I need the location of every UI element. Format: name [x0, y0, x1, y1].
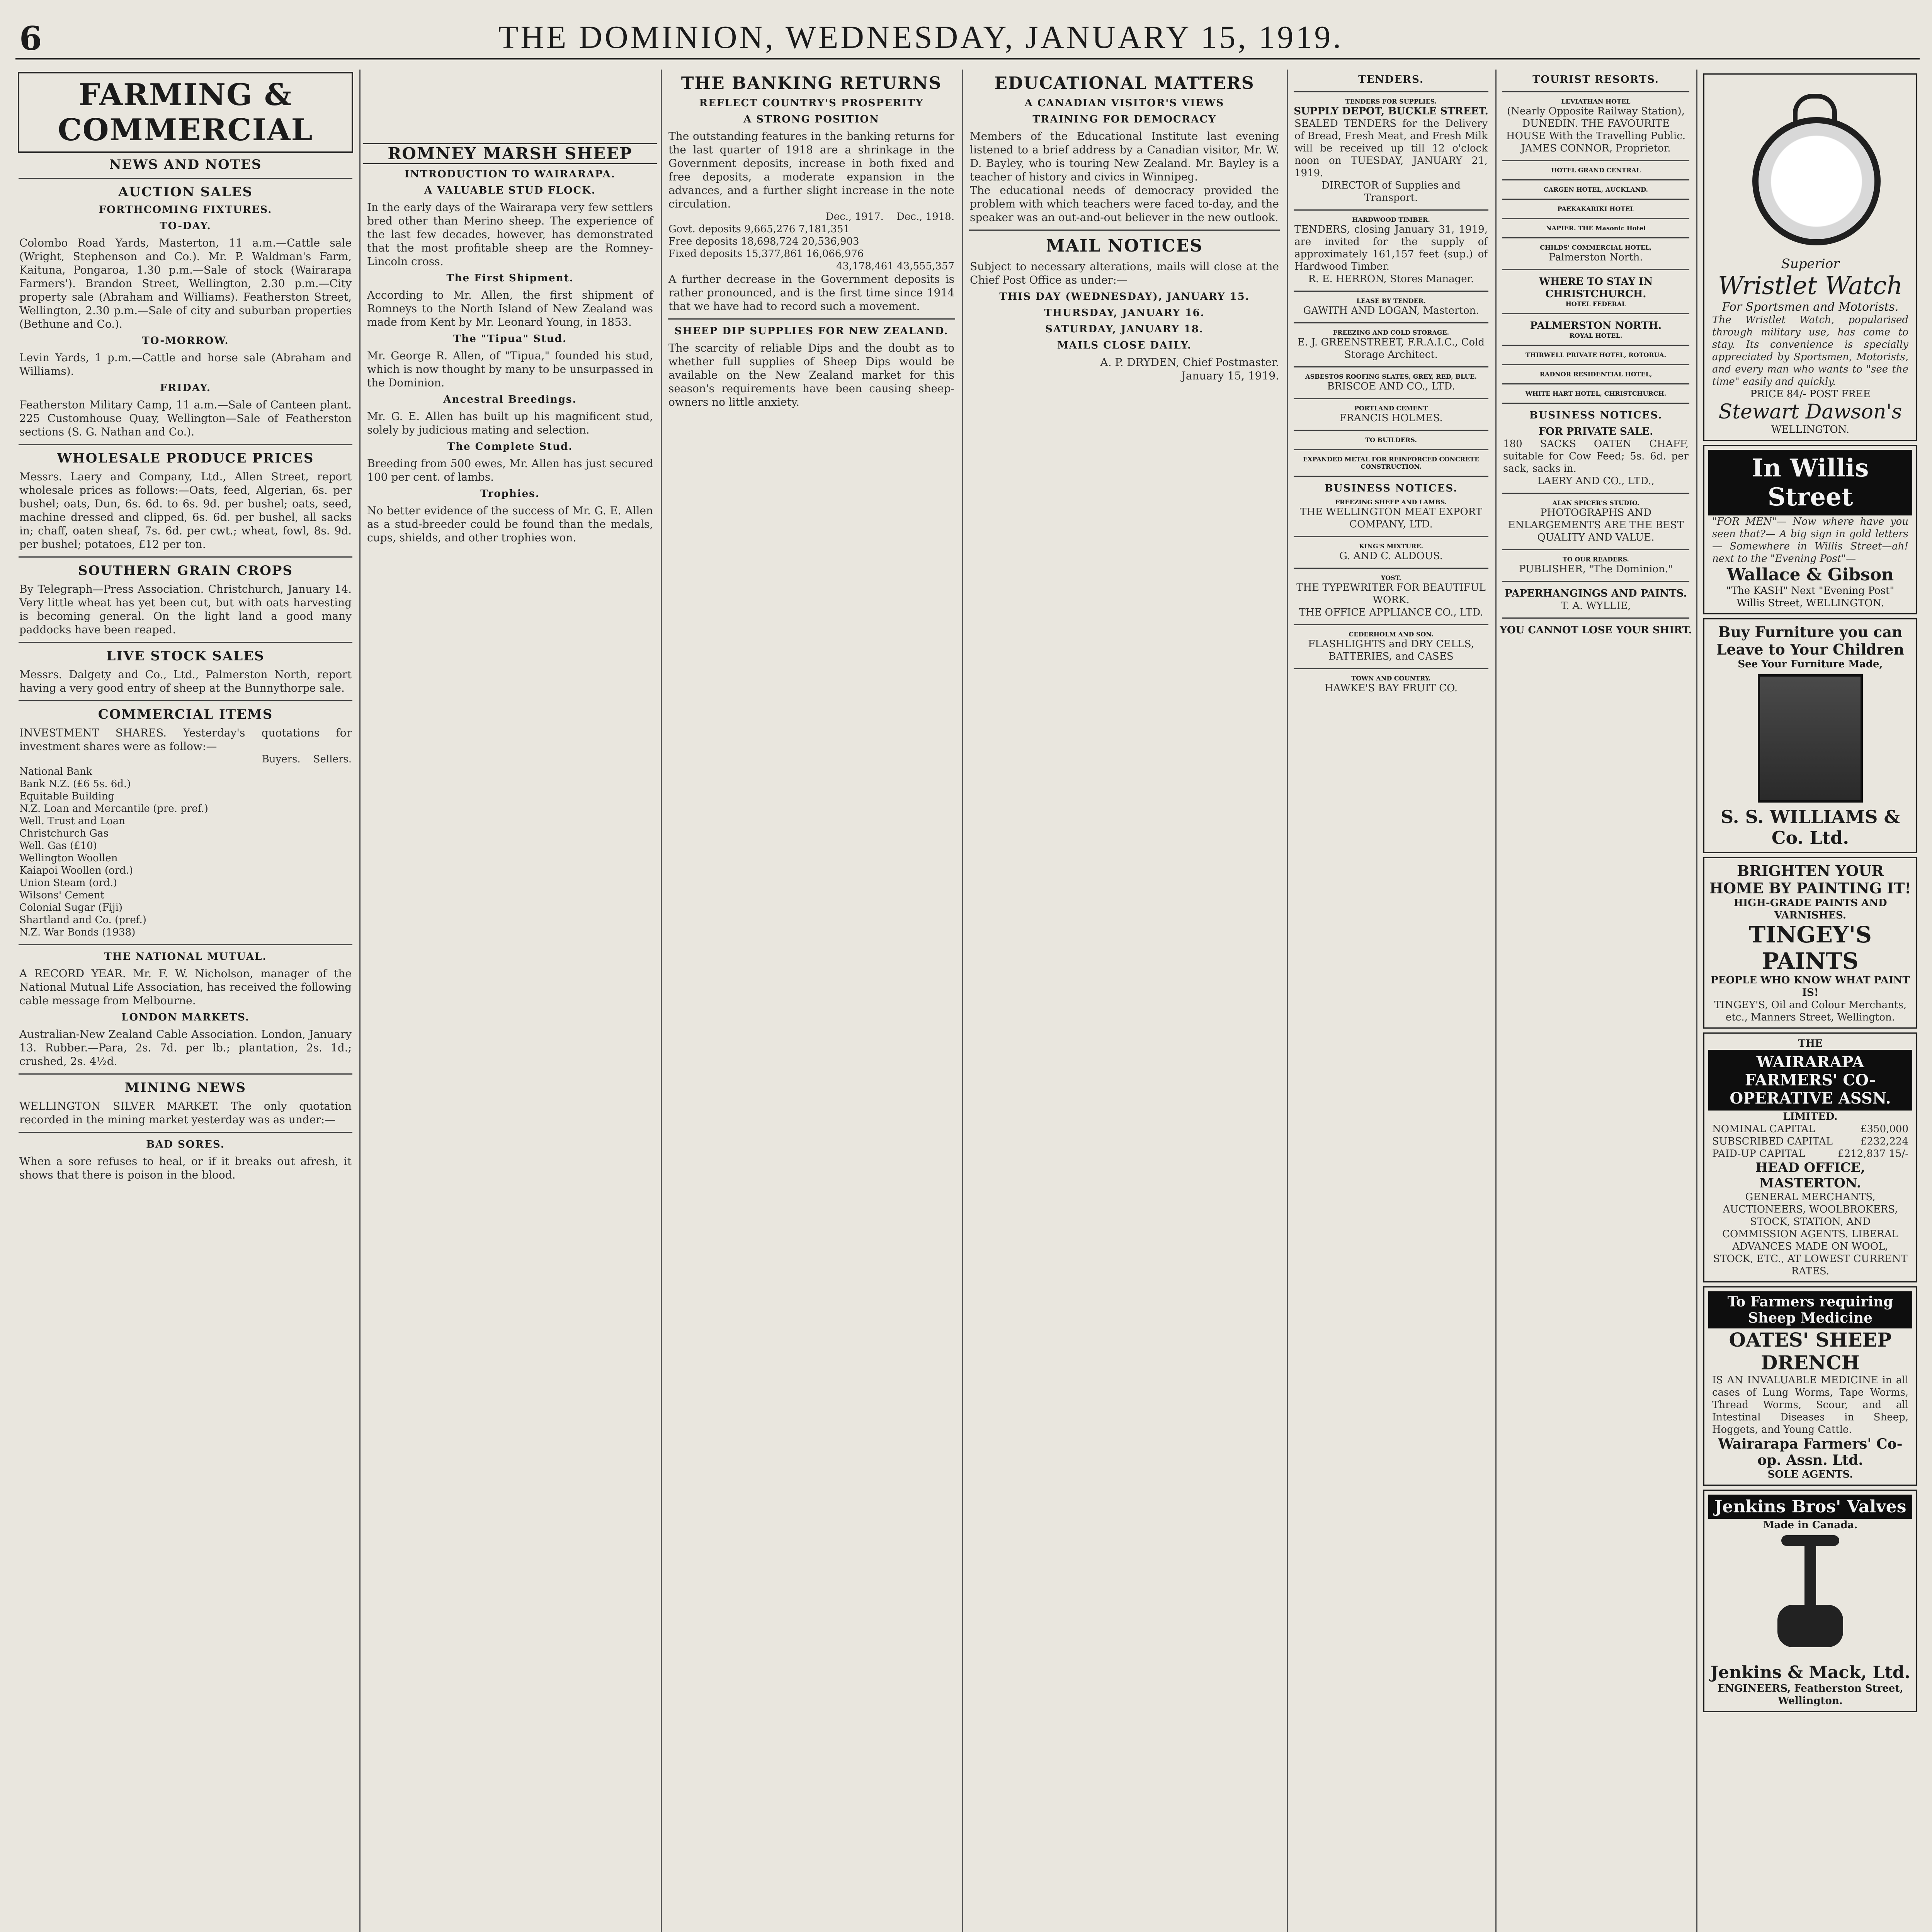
share-row: Wellington Woollen	[19, 852, 118, 864]
cement-sign: FRANCIS HOLMES.	[1339, 412, 1443, 424]
shipment-heading: The First Shipment.	[446, 272, 574, 284]
row-value: 20,536,903	[801, 236, 859, 247]
mail-signature: A. P. DRYDEN, Chief Postmaster.	[1100, 356, 1279, 369]
expanded-metal-ad: EXPANDED METAL FOR REINFORCED CONCRETE CONSTRUCTION.	[1303, 456, 1480, 470]
bad-sores-heading: BAD SORES.	[146, 1139, 225, 1150]
today-text: Colombo Road Yards, Masterton, 11 a.m.—Cattle sale (Wright, Stephenson and Co.). Mr. P. Waldman's Farm, Kaituna, Pongaroa, 1.30 p.m.—Sale of stock (Wairarapa Farmers'). Brandon Street, Wellington, 2.30 p.m.—City property sale (Abraham and Williams). Featherston Street, Wellington, 2.30 p.m.—Sale of city and suburban properties (Bethune and Co.).	[19, 236, 352, 330]
wairarapa-capital	[1712, 1123, 1908, 1160]
tipua-heading: The "Tipua" Stud.	[453, 333, 567, 345]
education-text: Members of the Educational Institute last evening listened to a brief address by a Canadian visitor, Mr. W. D. Bayley, who is touring New Zealand. Mr. Bayley is a teacher of history and civics in Winnipeg.	[970, 130, 1279, 183]
complete-heading: The Complete Stud.	[447, 441, 573, 452]
page-header	[15, 15, 1920, 60]
share-row: Well. Trust and Loan	[19, 815, 126, 827]
furniture-heading: Buy Furniture you can Leave to Your Children	[1716, 623, 1905, 658]
grand-central-hotel: HOTEL GRAND CENTRAL	[1551, 167, 1641, 174]
column-education	[966, 70, 1283, 1932]
banking-subheading: REFLECT COUNTRY'S PROSPERITY	[699, 97, 924, 109]
column-ads	[1700, 70, 1920, 1932]
shares-sellers: Sellers.	[313, 753, 352, 765]
commercial-text: INVESTMENT SHARES. Yesterday's quotations for investment shares were as follow:—	[19, 726, 352, 753]
asbestos-ad: ASBESTOS ROOFING SLATES, GREY, RED, BLUE.	[1305, 373, 1477, 380]
education-sub2: TRAINING FOR DEMOCRACY	[1032, 114, 1216, 125]
share-row: Christchurch Gas	[19, 828, 109, 839]
masthead: THE DOMINION, WEDNESDAY, JANUARY 15, 1919.	[498, 19, 1344, 55]
furniture-sub: See Your Furniture Made,	[1738, 658, 1883, 670]
share-row: Union Steam (ord.)	[19, 877, 117, 889]
valve-illustration	[1768, 1535, 1853, 1659]
row-value: 15,377,861	[745, 248, 803, 260]
romney-intro-text: In the early days of the Wairarapa very few settlers bred other than Merino sheep. The experience of the last few decades, however, has demonstrated that the most profitable sheep are the Romney-Lincoln cross.	[367, 201, 653, 268]
table-col-1918: Dec., 1918.	[896, 211, 954, 223]
federal-hotel: HOTEL FEDERAL	[1565, 300, 1626, 308]
jenkins-heading: Jenkins Bros' Valves	[1708, 1495, 1912, 1519]
tipua-text: Mr. George R. Allen, of "Tipua," founded his stud, which is now thought by many to be unsurpassed in the Dominion.	[367, 349, 653, 389]
mail-day-3: SATURDAY, JANUARY 18.	[1045, 323, 1204, 335]
paint-brand: TINGEY'S PAINTS	[1748, 922, 1872, 974]
tender-hardwood-sign: R. E. HERRON, Stores Manager.	[1308, 273, 1474, 285]
cargen-hotel: CARGEN HOTEL, AUCKLAND.	[1543, 186, 1648, 193]
national-text: A RECORD YEAR. Mr. F. W. Nicholson, manager of the National Mutual Life Association, has received the following cable message from Melbourne.	[19, 967, 352, 1007]
leviathan-text: (Nearly Opposite Railway Station), DUNEDIN. THE FAVOURITE HOUSE With the Travelling Public.	[1506, 105, 1686, 142]
livestock-heading: LIVE STOCK SALES	[106, 648, 265, 664]
row-value: 7,181,351	[798, 223, 850, 235]
spicers-text: PHOTOGRAPHS AND ENLARGEMENTS ARE THE BEST QUALITY AND VALUE.	[1508, 507, 1684, 543]
childs-sub: Palmerston North.	[1549, 252, 1643, 263]
christchurch-heading: WHERE TO STAY IN CHRISTCHURCH.	[1539, 276, 1653, 300]
southern-heading: SOUTHERN GRAIN CROPS	[78, 563, 293, 578]
willis-ad	[1703, 445, 1917, 614]
leviathan-hotel: LEVIATHAN HOTEL	[1561, 98, 1631, 105]
asbestos-sign: BRISCOE AND CO., LTD.	[1327, 381, 1455, 392]
banking-position: A STRONG POSITION	[743, 114, 879, 125]
complete-text: Breeding from 500 ewes, Mr. Allen has just secured 100 per cent. of lambs.	[367, 457, 653, 483]
watch-title-3: For Sportsmen and Motorists.	[1722, 300, 1899, 314]
childs-hotel: CHILDS' COMMERCIAL HOTEL,	[1540, 244, 1652, 251]
tenders-heading: TENDERS.	[1358, 74, 1424, 85]
tender-supplies-sign: DIRECTOR of Supplies and Transport.	[1321, 180, 1461, 204]
sheepdip-heading: SHEEP DIP SUPPLIES FOR NEW ZEALAND.	[674, 325, 949, 337]
oates-brand: Wairarapa Farmers' Co-op. Assn. Ltd.	[1718, 1436, 1903, 1468]
ancestral-heading: Ancestral Breedings.	[443, 394, 577, 405]
paint-quote: PEOPLE WHO KNOW WHAT PAINT IS!	[1711, 975, 1910, 998]
capital-row	[1712, 1135, 1908, 1148]
forthcoming-heading: FORTHCOMING FIXTURES.	[99, 204, 272, 216]
capital-label: PAID-UP CAPITAL	[1712, 1148, 1805, 1160]
table-total	[668, 260, 954, 272]
mail-date: January 15, 1919.	[1181, 369, 1279, 382]
tender-hardwood-title: HARDWOOD TIMBER.	[1352, 216, 1430, 223]
mining-heading: MINING NEWS	[124, 1080, 247, 1095]
furniture-ad	[1703, 618, 1917, 853]
watch-brand: Stewart Dawson's	[1718, 400, 1902, 423]
romney-heading: ROMNEY MARSH SHEEP	[363, 143, 657, 164]
yost-sign: THE OFFICE APPLIANCE CO., LTD.	[1299, 607, 1483, 618]
watch-ad	[1703, 73, 1917, 441]
freezing-sheep-sign: THE WELLINGTON MEAT EXPORT COMPANY, LTD.	[1299, 506, 1483, 530]
tender-supplies-text: SEALED TENDERS for the Delivery of Bread, Fresh Meat, and Fresh Milk will be received up till 12 o'clock noon on TUESDAY, JANUARY 21, 1919.	[1294, 118, 1488, 179]
romney-intro-heading: INTRODUCTION TO WAIRARAPA.	[405, 168, 616, 180]
row-value: 16,066,976	[806, 248, 864, 260]
masonic-hotel: NAPIER. THE Masonic Hotel	[1546, 224, 1646, 232]
town-country-sign: HAWKE'S BAY FRUIT CO.	[1324, 682, 1458, 694]
share-row: Colonial Sugar (Fiji)	[19, 902, 123, 913]
oates-title: OATES' SHEEP DRENCH	[1729, 1328, 1892, 1374]
share-row: Bank N.Z. (£6 5s. 6d.)	[19, 778, 131, 790]
wairarapa-the: THE	[1798, 1038, 1823, 1049]
wairarapa-ad	[1703, 1032, 1917, 1282]
column-romney	[363, 139, 657, 1932]
table-row	[668, 235, 954, 248]
business-notices-heading: BUSINESS NOTICES.	[1529, 410, 1663, 421]
yost-text: THE TYPEWRITER FOR BEAUTIFUL WORK.	[1296, 582, 1486, 606]
trophies-text: No better evidence of the success of Mr. G. E. Allen as a stud-breeder could be found than the medals, cups, shields, and other trophies won.	[367, 504, 653, 544]
banking-heading: THE BANKING RETURNS	[681, 73, 942, 93]
sacks-text: 180 SACKS OATEN CHAFF, suitable for Cow Feed; 5s. 6d. per sack, sacks in.	[1503, 438, 1689, 474]
column-banking	[665, 70, 958, 1932]
column-tourist	[1499, 70, 1692, 1932]
banking-table	[668, 223, 954, 272]
capital-value: £350,000	[1860, 1123, 1908, 1135]
education-heading: EDUCATIONAL MATTERS	[994, 73, 1255, 93]
leviathan-sign: JAMES CONNOR, Proprietor.	[1521, 143, 1671, 154]
column-tenders	[1291, 70, 1492, 1932]
jenkins-sub: Made in Canada.	[1763, 1519, 1858, 1531]
lease-sign: GAWITH AND LOGAN, Masterton.	[1303, 305, 1479, 316]
trophies-heading: Trophies.	[480, 488, 540, 500]
palmerston-heading: PALMERSTON NORTH.	[1530, 320, 1662, 332]
share-row: N.Z. War Bonds (1938)	[19, 927, 136, 938]
oates-agents: SOLE AGENTS.	[1767, 1469, 1853, 1480]
white-hart-hotel: WHITE HART HOTEL, CHRISTCHURCH.	[1525, 390, 1667, 397]
auction-heading: AUCTION SALES	[118, 184, 253, 200]
shares-header	[19, 753, 352, 765]
freezing-sign: E. J. GREENSTREET, F.R.A.I.C., Cold Storage Architect.	[1297, 337, 1485, 361]
bad-sores-text: When a sore refuses to heal, or if it breaks out afresh, it shows that there is poison in the blood.	[19, 1155, 352, 1181]
willis-text: "FOR MEN"— Now where have you seen that?— A big sign in gold letters— Somewhere in Willis Street—ah! next to the "Evening Post"—	[1712, 516, 1908, 565]
southern-text: By Telegraph—Press Association. Christchurch, January 14. Very little wheat has yet been cut, but with oats harvesting is becoming general. On the light land a good many paddocks have been reaped.	[19, 583, 352, 636]
thirwell-hotel: THIRWELL PRIVATE HOTEL, ROTORUA.	[1525, 351, 1667, 359]
readers-sign: PUBLISHER, "The Dominion."	[1519, 563, 1673, 575]
watch-price: PRICE 84/- POST FREE	[1750, 388, 1871, 400]
jenkins-ad	[1703, 1490, 1917, 1712]
paperhangings-sign: T. A. WYLLIE,	[1561, 600, 1631, 612]
cement-ad: PORTLAND CEMENT	[1354, 405, 1428, 412]
freezing-title: FREEZING AND COLD STORAGE.	[1333, 329, 1449, 336]
table-row	[668, 223, 954, 235]
london-text: Australian-New Zealand Cable Association. London, January 13. Rubber.—Para, 2s. 7d. per lb.; plantation, 2s. 1d.; crushed, 2s. 4½d.	[19, 1028, 352, 1068]
sheepdip-text: The scarcity of reliable Dips and the doubt as to whether full supplies of Sheep Dips would be available on the New Zealand market for this season's requirements have been causing sheep-owners no little anxiety.	[668, 342, 954, 408]
kings-mixture-sign: G. AND C. ALDOUS.	[1339, 550, 1443, 562]
share-row: Well. Gas (£10)	[19, 840, 97, 852]
education-sub: A CANADIAN VISITOR'S VIEWS	[1024, 97, 1225, 109]
tomorrow-text: Levin Yards, 1 p.m.—Cattle and horse sale (Abraham and Williams).	[19, 351, 352, 378]
paint-heading: BRIGHTEN YOUR HOME BY PAINTING IT!	[1709, 862, 1912, 897]
jenkins-brand: Jenkins & Mack, Ltd.	[1710, 1663, 1910, 1682]
radnor-hotel: RADNOR RESIDENTIAL HOTEL,	[1539, 371, 1652, 378]
romney-stud-heading: A VALUABLE STUD FLOCK.	[424, 185, 596, 196]
mail-day-2: THURSDAY, JANUARY 16.	[1044, 307, 1205, 319]
builders-ad: TO BUILDERS.	[1365, 436, 1417, 444]
cederholm-ad: CEDERHOLM AND SON.	[1349, 631, 1434, 638]
kings-mixture-ad: KING'S MIXTURE.	[1359, 543, 1423, 550]
mail-day-1: THIS DAY (WEDNESDAY), JANUARY 15.	[999, 291, 1250, 303]
wairarapa-office: HEAD OFFICE, MASTERTON.	[1755, 1160, 1866, 1191]
tender-hardwood-text: TENDERS, closing January 31, 1919, are invited for the supply of approximately 161,157 feet (sup.) of Hardwood Timber.	[1294, 224, 1488, 272]
friday-heading: FRIDAY.	[160, 382, 211, 394]
royal-hotel: ROYAL HOTEL.	[1569, 332, 1622, 339]
lease-title: LEASE BY TENDER.	[1356, 297, 1426, 304]
readers-heading: TO OUR READERS.	[1563, 556, 1629, 563]
row-value: 9,665,276	[744, 223, 796, 235]
wholesale-heading: WHOLESALE PRODUCE PRICES	[57, 451, 314, 466]
total-value: 43,178,461	[836, 260, 894, 272]
row-label: Fixed deposits	[668, 248, 743, 260]
yost-ad: YOST.	[1381, 574, 1401, 582]
london-heading: LONDON MARKETS.	[121, 1012, 250, 1023]
tender-supplies-title: TENDERS FOR SUPPLIES.	[1345, 98, 1437, 105]
total-value: 43,555,357	[897, 260, 954, 272]
share-row: Shartland and Co. (pref.)	[19, 914, 146, 926]
livestock-text: Messrs. Dalgety and Co., Ltd., Palmerston North, report having a very good entry of sheep at the Bunnythorpe sale.	[19, 668, 352, 694]
row-label: Free deposits	[668, 236, 738, 247]
spicers-studio: ALAN SPICER'S STUDIO.	[1552, 499, 1639, 507]
row-label: Govt. deposits	[668, 223, 741, 235]
capital-label: NOMINAL CAPITAL	[1712, 1123, 1815, 1135]
tomorrow-heading: TO-MORROW.	[142, 335, 229, 347]
share-row: National Bank	[19, 766, 92, 777]
capital-value: £212,837 15/-	[1838, 1148, 1908, 1160]
paint-sub: HIGH-GRADE PAINTS AND VARNISHES.	[1733, 897, 1887, 921]
banking-more-text: A further decrease in the Government deposits is rather pronounced, and is the first time since 1914 that we have had to record such a movement.	[668, 273, 954, 313]
oates-ad	[1703, 1286, 1917, 1486]
paint-ad	[1703, 857, 1917, 1029]
oates-text: IS AN INVALUABLE MEDICINE in all cases of Lung Worms, Tape Worms, Thread Worms, Scour, and all Intestinal Diseases in Sheep, Hoggets, and Young Cattle.	[1712, 1374, 1908, 1435]
watch-title-2: Wristlet Watch	[1718, 272, 1903, 300]
watch-text: The Wristlet Watch, popularised through military use, has come to stay. Its convenience is specially appreciated by Sportsmen, Motorists, and every man who wants to "see the time" easily and quickly.	[1712, 314, 1908, 388]
sacks-sign: LAERY AND CO., LTD.,	[1537, 475, 1655, 487]
wallace-brand: Wallace & Gibson	[1726, 565, 1894, 585]
ancestral-text: Mr. G. E. Allen has built up his magnificent stud, solely by judicious mating and selection.	[367, 410, 653, 436]
mail-heading: MAIL NOTICES	[1046, 236, 1203, 256]
mail-text: Subject to necessary alterations, mails will close at the Chief Post Office as under:—	[970, 260, 1279, 286]
education-text-2: The educational needs of democracy provided the problem with which teachers were faced to-day, and the speaker was an out-and-out believer in the new outlook.	[970, 184, 1279, 224]
shares-list	[19, 765, 352, 939]
shirt-heading: YOU CANNOT LOSE YOUR SHIRT.	[1500, 624, 1692, 636]
banking-table-header	[668, 211, 954, 223]
wholesale-text: Messrs. Laery and Company, Ltd., Allen Street, report wholesale prices as follows:—Oats, feed, Algerian, 6s. per bushel; oats, Dun, 6s. 6d. to 6s. 9d. per bushel; oats, seed, machine dressed and clipped, 6s. 6d. per bushel, all sacks in; chaff, oaten sheaf, 7s. 6d. per cwt.; wheat, fowl, 8s. 9d. per bushel; potatoes, £12 per ton.	[19, 470, 352, 551]
national-heading: THE NATIONAL MUTUAL.	[104, 951, 267, 963]
friday-text: Featherston Military Camp, 11 a.m.—Sale of Canteen plant. 225 Customhouse Quay, Wellington—Sale of Featherston sections (S. G. Nathan and Co.).	[19, 398, 352, 438]
wallace-sub: "The KASH" Next "Evening Post"	[1726, 585, 1895, 597]
willis-heading: In Willis Street	[1708, 450, 1912, 515]
row-value: 18,698,724	[741, 236, 799, 247]
share-row: Kaiapoi Woollen (ord.)	[19, 865, 133, 876]
shares-buyers: Buyers.	[262, 753, 301, 765]
wallace-address: Willis Street, WELLINGTON.	[1736, 597, 1884, 609]
wairarapa-text: GENERAL MERCHANTS, AUCTIONEERS, WOOLBROKERS, STOCK, STATION, AND COMMISSION AGENTS. LIBERAL ADVANCES MADE ON WOOL, STOCK, ETC., AT LOWEST CURRENT RATES.	[1713, 1191, 1908, 1277]
cederholm-text: FLASHLIGHTS and DRY CELLS, BATTERIES, and CASES	[1308, 638, 1474, 662]
watch-illustration	[1745, 82, 1876, 252]
capital-row	[1712, 1123, 1908, 1135]
watch-title-1: Superior	[1781, 256, 1840, 272]
tourist-heading: TOURIST RESORTS.	[1532, 74, 1659, 85]
share-row: N.Z. Loan and Mercantile (pre. pref.)	[19, 803, 208, 815]
page-number: 6	[19, 19, 42, 58]
wairarapa-heading: WAIRARAPA FARMERS' CO-OPERATIVE ASSN.	[1708, 1050, 1912, 1111]
paint-address: TINGEY'S, Oil and Colour Merchants, etc., Manners Street, Wellington.	[1714, 999, 1907, 1023]
business-heading: BUSINESS NOTICES.	[1324, 483, 1458, 494]
freezing-sheep-ad: FREEZING SHEEP AND LAMBS.	[1335, 498, 1447, 506]
town-country-ad: TOWN AND COUNTRY.	[1351, 675, 1431, 682]
private-sale: FOR PRIVATE SALE.	[1538, 426, 1653, 437]
capital-value: £232,224	[1860, 1136, 1908, 1147]
capital-row	[1712, 1148, 1908, 1160]
table-col-1917: Dec., 1917.	[825, 211, 884, 223]
oates-heading: To Farmers requiring Sheep Medicine	[1708, 1291, 1912, 1328]
tender-supplies-sub: SUPPLY DEPOT, BUCKLE STREET.	[1294, 105, 1488, 117]
capital-label: SUBSCRIBED CAPITAL	[1712, 1136, 1833, 1147]
sideboard-illustration	[1758, 674, 1863, 803]
commercial-heading: COMMERCIAL ITEMS	[98, 707, 273, 722]
today-heading: TO-DAY.	[160, 220, 211, 232]
subtitle: NEWS AND NOTES	[109, 157, 262, 172]
column-farming	[15, 70, 355, 1932]
share-row: Wilsons' Cement	[19, 889, 104, 901]
wairarapa-limited: LIMITED.	[1783, 1111, 1838, 1122]
mining-text: WELLINGTON SILVER MARKET. The only quotation recorded in the mining market yesterday was as under:—	[19, 1100, 352, 1126]
table-row	[668, 248, 954, 260]
paekakariki-hotel: PAEKAKARIKI HOTEL	[1557, 205, 1634, 213]
share-row: Equitable Building	[19, 791, 115, 802]
watch-city: WELLINGTON.	[1771, 424, 1850, 435]
shipment-text: According to Mr. Allen, the first shipment of Romneys to the North Island of New Zealand was made from Kent by Mr. Leonard Young, in 1853.	[367, 289, 653, 328]
mail-close: MAILS CLOSE DAILY.	[1057, 340, 1192, 351]
jenkins-address: ENGINEERS, Featherston Street, Wellington.	[1717, 1683, 1903, 1707]
paperhangings-heading: PAPERHANGINGS AND PAINTS.	[1505, 588, 1687, 599]
furniture-brand: S. S. WILLIAMS & Co. Ltd.	[1721, 806, 1900, 848]
banking-text: The outstanding features in the banking returns for the last quarter of 1918 are a shrinkage in the Government deposits, increase in both fixed and free deposits, a moderate expansion in the advances, and a further slight increase in the note circulation.	[668, 130, 954, 210]
section-title: FARMING & COMMERCIAL	[18, 72, 353, 153]
